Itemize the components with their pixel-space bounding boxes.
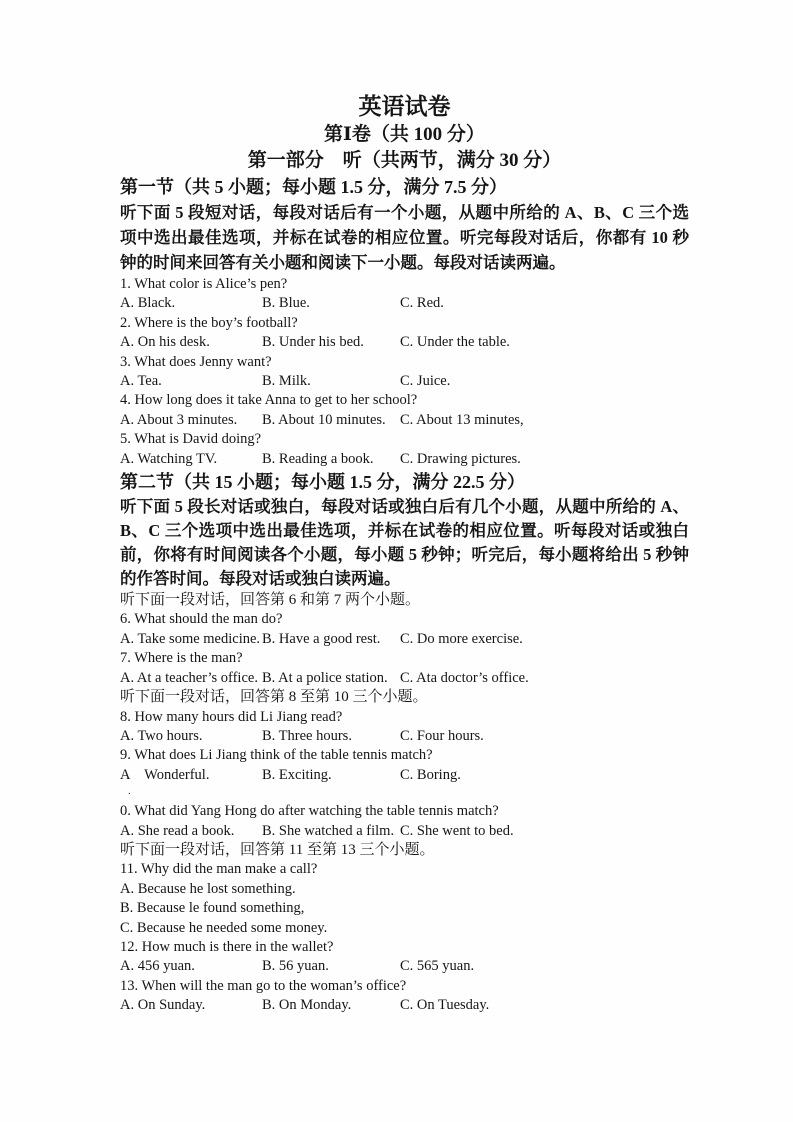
question-10-text: 0. What did Yang Hong do after watching the table tennis match? — [120, 803, 499, 820]
question-5-text: 5. What is David doing? — [120, 431, 262, 448]
option-c: C. Ata doctor’s office. — [400, 669, 529, 686]
dialog-group-2-header: 听下面一段对话，回答第 8 至第 10 三个小题。 — [120, 689, 428, 706]
section1-instructions: 听下面 5 段短对话，每段对话后有一个小题，从题中所给的 A、B、C 三个选项中选出最佳选项，并标在试卷的相应位置。听完每段对话后，你都有 10 秒钟的时间来回答有关小题和阅读下一小题。每段对话读两遍。 — [120, 203, 689, 272]
option-b: B. 56 yuan. — [262, 958, 329, 975]
question-12-text: 12. How much is there in the wallet? — [120, 938, 334, 955]
question-11-option-a: A. Because he lost something. — [120, 880, 296, 897]
option-b: B. About 10 minutes. — [262, 411, 386, 428]
section2-instructions: 听下面 5 段长对话或独白，每段对话或独白后有几个小题，从题中所给的 A、B、C 三个选项中选出最佳选项，并标在试卷的相应位置。听每段对话或独白前，你将有时间阅读各个小题，每小题 5 秒钟；听完后，每小题将给出 5 秒钟的作答时间。每段对话或独白读两遍。 — [120, 497, 689, 589]
question-1-options — [120, 294, 689, 313]
option-c: C. Boring. — [400, 766, 461, 783]
stray-print-mark: . — [128, 785, 131, 798]
section1-heading: 第一节（共 5 小题；每小题 1.5 分，满分 7.5 分） — [120, 177, 507, 197]
option-c: C. Red. — [400, 295, 444, 312]
question-3-text: 3. What does Jenny want? — [120, 353, 272, 370]
dialog-group-1-header: 听下面一段对话，回答第 6 和第 7 两个小题。 — [120, 592, 421, 609]
question-8-text: 8. How many hours did Li Jiang read? — [120, 708, 343, 725]
option-b: B. She watched a film. — [262, 822, 395, 839]
question-2-text: 2. Where is the boy’s football? — [120, 314, 298, 331]
option-b: B. At a police station. — [262, 669, 388, 686]
part-subtitle: 第一部分 听（共两节，满分 30 分） — [247, 150, 562, 171]
question-2-options — [120, 333, 689, 352]
question-11-option-b: B. Because le found something, — [120, 900, 305, 917]
option-c: C. About 13 minutes, — [400, 411, 524, 428]
option-a: A. She read a book. — [120, 822, 235, 839]
option-c: C. On Tuesday. — [400, 997, 490, 1014]
question-13-text: 13. When will the man go to the woman’s office? — [120, 977, 407, 994]
option-a: A. Take some medicine. — [120, 630, 261, 647]
question-5-options — [120, 450, 689, 469]
option-c: C. Under the table. — [400, 334, 510, 351]
option-a: A. On his desk. — [120, 334, 210, 351]
option-c: C. 565 yuan. — [400, 958, 475, 975]
dialog-group-3-header: 听下面一段对话，回答第 11 至第 13 三个小题。 — [120, 841, 435, 858]
option-b: B. On Monday. — [262, 997, 352, 1014]
question-7-options — [120, 669, 689, 688]
question-11-text: 11. Why did the man make a call? — [120, 861, 318, 878]
option-c: C. Four hours. — [400, 727, 484, 744]
section2-heading: 第二节（共 15 小题；每小题 1.5 分，满分 22.5 分） — [120, 472, 525, 493]
option-c: C. Juice. — [400, 373, 451, 390]
option-b: B. Blue. — [262, 295, 310, 312]
question-4-text: 4. How long does it take Anna to get to her school? — [120, 392, 418, 409]
option-c: C. Do more exercise. — [400, 630, 523, 647]
option-b: B. Exciting. — [262, 766, 332, 783]
question-6-options — [120, 630, 689, 649]
question-12-options — [120, 957, 689, 976]
option-a: A. About 3 minutes. — [120, 411, 238, 428]
question-11-option-c: C. Because he needed some money. — [120, 919, 328, 936]
question-9-text: 9. What does Li Jiang think of the table tennis match? — [120, 747, 433, 764]
option-b: B. Milk. — [262, 373, 311, 390]
page-title: 英语试卷 — [358, 94, 451, 119]
option-a: A. Black. — [120, 295, 176, 312]
question-13-options — [120, 996, 689, 1015]
question-3-options — [120, 372, 689, 391]
question-9-options — [120, 766, 689, 785]
option-b: B. Have a good rest. — [262, 630, 381, 647]
option-a: A. On Sunday. — [120, 997, 206, 1014]
option-a: A. Watching TV. — [120, 450, 218, 467]
question-8-options — [120, 727, 689, 746]
volume-subtitle: 第Ⅰ卷（共 100 分） — [324, 124, 485, 145]
option-c: C. Drawing pictures. — [400, 450, 521, 467]
option-b: B. Under his bed. — [262, 334, 364, 351]
option-a: A. Two hours. — [120, 727, 203, 744]
option-b: B. Three hours. — [262, 727, 352, 744]
question-10-options — [120, 822, 689, 841]
option-a: A Wonderful. — [120, 766, 210, 783]
option-a: A. 456 yuan. — [120, 958, 195, 975]
question-6-text: 6. What should the man do? — [120, 611, 283, 628]
option-c: C. She went to bed. — [400, 822, 514, 839]
question-4-options — [120, 411, 689, 430]
question-7-text: 7. Where is the man? — [120, 650, 243, 667]
option-b: B. Reading a book. — [262, 450, 374, 467]
option-a: A. At a teacher’s office. — [120, 669, 258, 686]
option-a: A. Tea. — [120, 373, 162, 390]
question-1-text: 1. What color is Alice’s pen? — [120, 276, 288, 292]
